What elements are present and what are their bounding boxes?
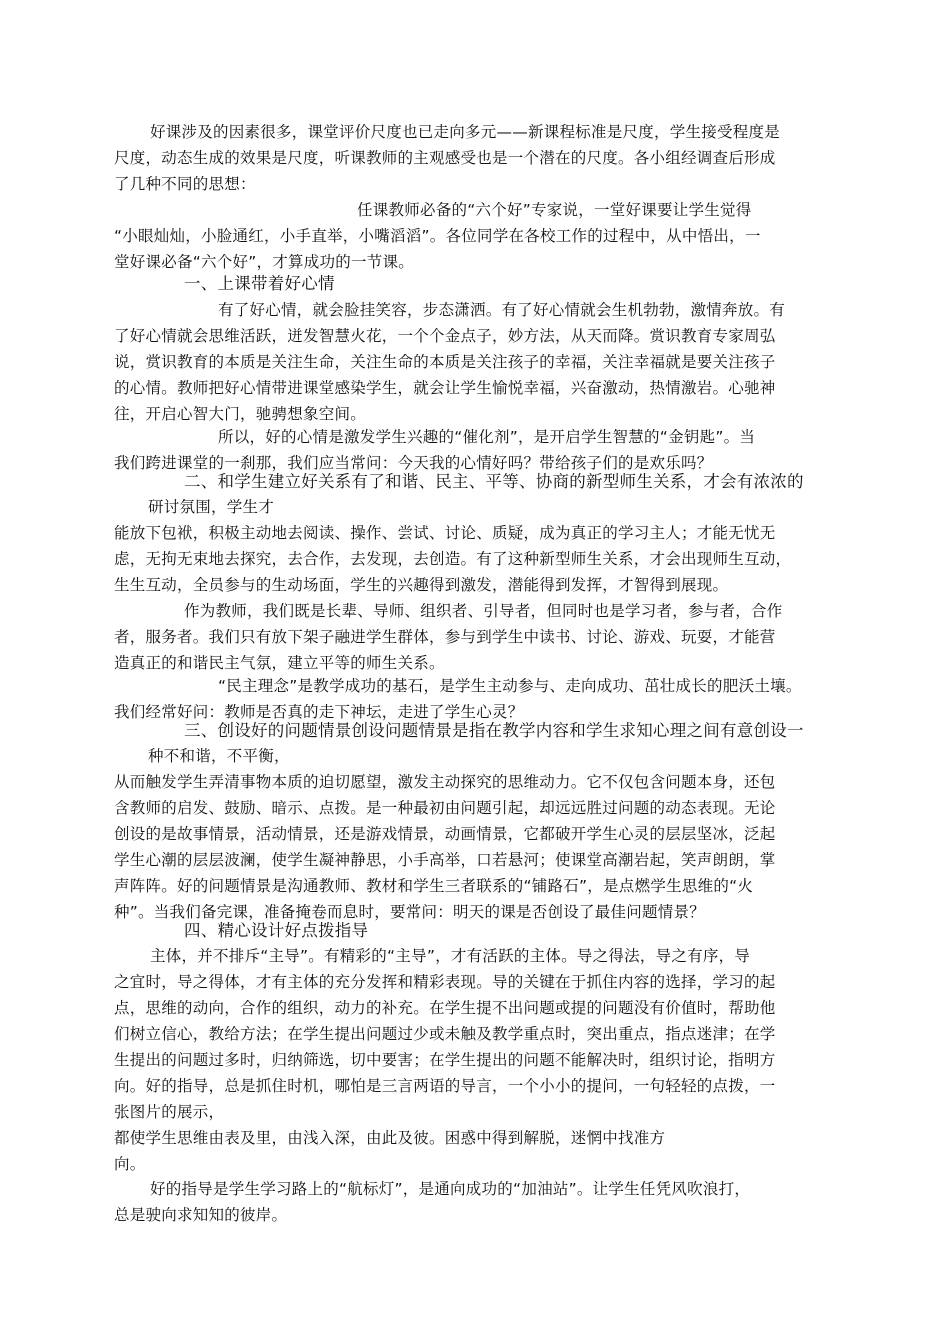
text-line: 的心情。教师把好心情带进课堂感染学生，就会让学生愉悦幸福，兴奋激动，热情激岩。心驰神 xyxy=(114,379,776,397)
text-line: 之宜时，导之得体，才有主体的充分发挥和精彩表现。导的关键在于抓住内容的选择，学习的起 xyxy=(114,973,776,991)
text-line: 们树立信心，教给方法；在学生提出问题过少或未触及教学重点时，突出重点，指点迷津；在学 xyxy=(114,1025,776,1043)
text-line: “民主理念”是教学成功的基石，是学生主动参与、走向成功、茁壮成长的肥沃土壤。 xyxy=(218,677,802,695)
text-line: 都使学生思维由表及里，由浅入深，由此及彼。困惑中得到解脱，迷惘中找准方 xyxy=(114,1129,666,1147)
text-line: 有了好心情，就会脸挂笑容，步态潇洒。有了好心情就会生机勃勃，激情奔放。有 xyxy=(218,301,786,319)
text-line: 好课涉及的因素很多，课堂评价尺度也已走向多元——新课程标准是尺度，学生接受程度是 xyxy=(150,123,781,141)
text-line: 说，赏识教育的本质是关注生命，关注生命的本质是关注孩子的幸福，关注幸福就是要关注孩子 xyxy=(114,353,776,371)
text-line: 研讨氛围，学生才 xyxy=(148,498,275,516)
text-line: 生生互动，全员参与的生动场面，学生的兴趣得到激发，潜能得到发挥，才智得到展现。 xyxy=(114,576,729,594)
text-line: 从而触发学生弄清事物本质的迫切愿望，激发主动探究的思维动力。它不仅包含问题本身，还包 xyxy=(114,773,776,791)
text-line: 创设的是故事情景，活动情景，还是游戏情景，动画情景，它都破开学生心灵的层层坚冰，泛起 xyxy=(114,825,776,843)
text-line: 好的指导是学生学习路上的“航标灯”，是通向成功的“加油站”。让学生任凭风吹浪打， xyxy=(150,1180,751,1198)
text-line: 我们经常好问：教师是否真的走下神坛，走进了学生心灵？ xyxy=(114,703,524,721)
text-line: 往，开启心智大门，驰骋想象空间。 xyxy=(114,405,367,423)
text-line: 能放下包袱，积极主动地去阅读、操作、尝试、讨论、质疑，成为真正的学习主人；才能无忧无 xyxy=(114,524,776,542)
text-line: 含教师的启发、鼓励、暗示、点拨。是一种最初由问题引起，却远远胜过问题的动态表现。无论 xyxy=(114,799,776,817)
text-line: 点，思维的动向，合作的组织，动力的补充。在学生提不出问题或提的问题没有价值时，帮助他 xyxy=(114,999,776,1017)
text-line: 作为教师，我们既是长辈、导师、组织者、引导者，但同时也是学习者，参与者，合作 xyxy=(184,602,783,620)
text-line: 堂好课必备“六个好”，才算成功的一节课。 xyxy=(114,253,415,271)
text-line: 了几种不同的思想： xyxy=(114,175,256,193)
text-line: 任课教师必备的“六个好”专家说，一堂好课要让学生觉得 xyxy=(357,201,752,219)
text-line: 张图片的展示， xyxy=(114,1103,225,1121)
text-line: 主体，并不排斥“主导”。有精彩的“主导”，才有活跃的主体。导之得法，导之有序，导 xyxy=(150,947,751,965)
text-line: 造真正的和谐民主气氛，建立平等的师生关系。 xyxy=(114,654,445,672)
text-line: 生提出的问题过多时，归纳筛选，切中要害；在学生提出的问题不能解决时，组织讨论，指明方 xyxy=(114,1051,776,1069)
text-line: 声阵阵。好的问题情景是沟通教师、教材和学生三者联系的“铺路石”，是点燃学生思维的“火 xyxy=(114,877,754,895)
text-line: 我们跨进课堂的一刹那，我们应当常问：今天我的心情好吗？带给孩子们的是欢乐吗？ xyxy=(114,454,713,472)
text-line: 了好心情就会思维活跃，迸发智慧火花，一个个金点子，妙方法，从天而降。赏识教育专家周弘 xyxy=(114,327,776,345)
section-heading: 一、上课带着好心情 xyxy=(184,274,335,293)
text-line: 虑，无拘无束地去探究，去合作，去发现，去创造。有了这种新型师生关系，才会出现师生互动， xyxy=(114,550,792,568)
text-line: “小眼灿灿，小脸通红，小手直举，小嘴滔滔”。各位同学在各校工作的过程中，从中悟出，一 xyxy=(114,227,761,245)
text-line: 向。好的指导，总是抓住时机，哪怕是三言两语的导言，一个小小的提问，一句轻轻的点拨，一 xyxy=(114,1077,776,1095)
text-line: 学生心潮的层层波澜，使学生凝神静思，小手高举，口若悬河；使课堂高潮岩起，笑声朗朗，掌 xyxy=(114,851,776,869)
text-line: 种不和谐，不平衡， xyxy=(148,747,290,765)
section-heading: 四、精心设计好点拨指导 xyxy=(184,921,369,940)
section-heading: 三、创设好的问题情景创设问题情景是指在教学内容和学生求知心理之间有意创设一 xyxy=(184,721,804,740)
text-line: 向。 xyxy=(114,1155,146,1173)
text-line: 种”。当我们备完课，准备掩卷而息时，要常问：明天的课是否创设了最佳问题情景？ xyxy=(114,903,706,921)
text-line: 者，服务者。我们只有放下架子融进学生群体，参与到学生中读书、讨论、游戏、玩耍，才能营 xyxy=(114,628,776,646)
text-line: 尺度，动态生成的效果是尺度，听课教师的主观感受也是一个潜在的尺度。各小组经调查后形成 xyxy=(114,149,776,167)
text-line: 总是驶向求知知的彼岸。 xyxy=(114,1206,288,1224)
text-line: 所以，好的心情是激发学生兴趣的“催化剂”，是开启学生智慧的“金钥匙”。当 xyxy=(218,428,756,446)
section-heading: 二、和学生建立好关系有了和谐、民主、平等、协商的新型师生关系，才会有浓浓的 xyxy=(184,472,804,491)
